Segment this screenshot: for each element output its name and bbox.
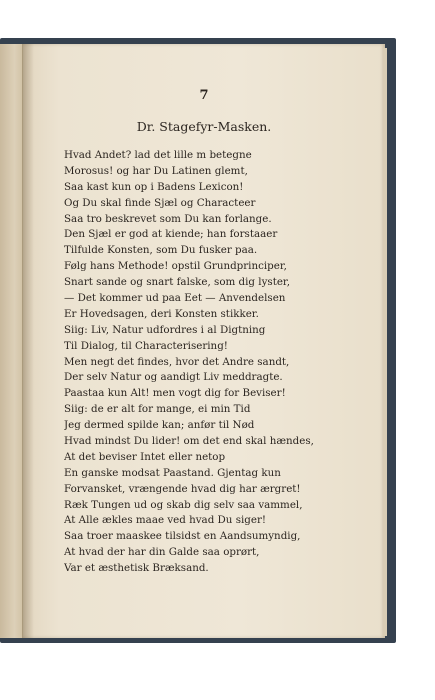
text-line: Paastaa kun Alt! men vogt dig for Beviser! [64, 387, 286, 400]
text-line: At Alle ækles maae ved hvad Du siger! [64, 514, 267, 527]
page-title: Dr. Stagefyr-Masken. [136, 119, 272, 134]
text-line: Siig: de er alt for mange, ei min Tid [64, 403, 251, 416]
page-gutter-shadow [22, 44, 34, 638]
text-line: Jeg dermed spilde kan; anfør til Nød [64, 419, 255, 432]
text-line: Men negt det findes, hvor det Andre sandt, [64, 355, 290, 368]
text-line: At hvad der har din Galde saa oprørt, [64, 546, 260, 559]
poem-text [64, 148, 382, 577]
text-line: Saa troer maaskee tilsidst en Aandsumyndig, [64, 530, 301, 543]
text-line: Den Sjæl er god at kiende; han forstaaer [64, 228, 278, 241]
text-line: Tilfulde Konsten, som Du fusker paa. [64, 244, 258, 257]
text-line: Til Dialog, til Characterisering! [64, 339, 228, 352]
text-line: Siig: Liv, Natur udfordres i al Digtning [64, 323, 266, 336]
text-line: — Det kommer ud paa Eet — Anvendelsen [64, 292, 286, 305]
text-line: Snart sande og snart falske, som dig lyster, [64, 276, 290, 289]
text-line: Hvad Andet? lad det lille m betegne [64, 149, 252, 161]
text-line: Er Hovedsagen, deri Konsten stikker. [64, 307, 259, 320]
text-line: Der selv Natur og aandigt Liv meddragte. [64, 371, 283, 384]
text-line: Og Du skal finde Sjæl og Characteer [64, 196, 256, 209]
text-line: En ganske modsat Paastand. Gjentag kun [64, 466, 281, 479]
text-line: Saa kast kun op i Badens Lexicon! [64, 180, 244, 193]
text-line: At det beviser Intet eller netop [64, 450, 226, 463]
text-line: Hvad mindst Du lider! om det end skal hændes, [64, 435, 314, 448]
book-page [23, 44, 385, 638]
text-line: Var et æsthetisk Bræksand. [64, 562, 209, 575]
text-line: Ræk Tungen ud og skab dig selv saa vammel, [64, 498, 303, 511]
text-line: Morosus! og har Du Latinen glemt, [64, 164, 248, 177]
text-line: Saa tro beskrevet som Du kan forlange. [64, 212, 272, 225]
right-page-edge [383, 48, 387, 636]
text-line: Følg hans Methode! opstil Grundprinciper, [64, 260, 287, 273]
page-number: 7 [199, 88, 209, 103]
text-line: Forvansket, vrængende hvad dig har ærgret! [64, 482, 301, 495]
